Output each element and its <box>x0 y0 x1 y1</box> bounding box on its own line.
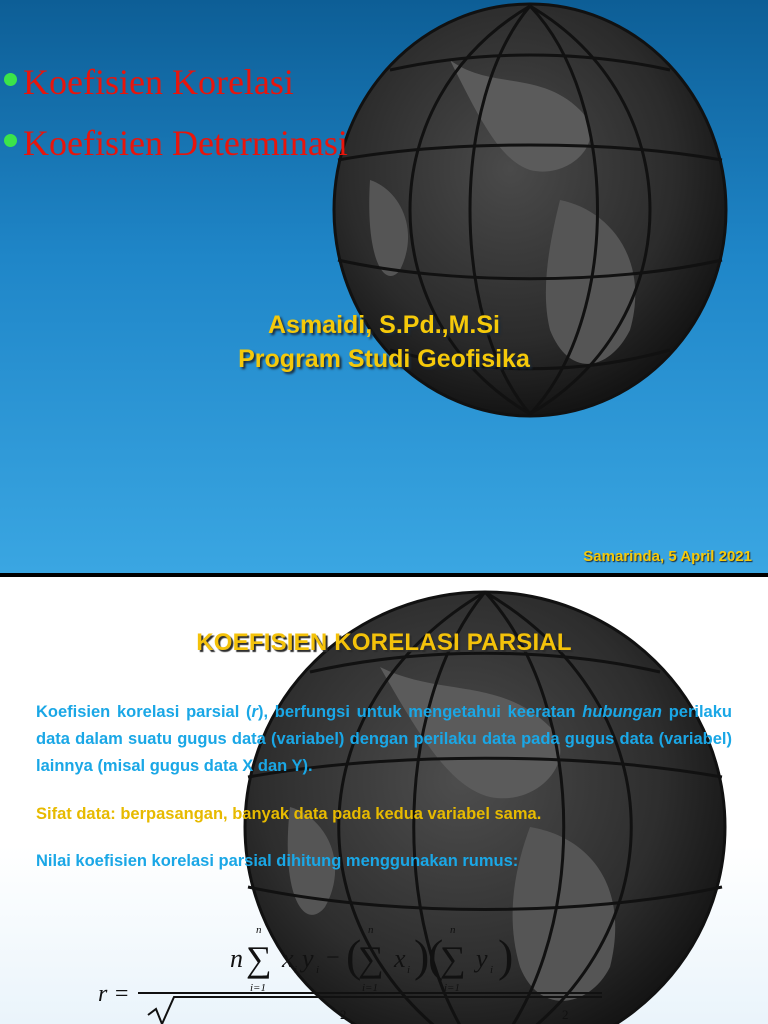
formula-lhs: r = <box>98 981 130 1007</box>
denominator-exp: 2 <box>562 1007 569 1022</box>
slide-2 <box>0 577 768 1024</box>
bullet-dot-icon <box>4 134 17 147</box>
sum-symbol: ∑ <box>358 939 384 979</box>
paren-left: ( <box>346 930 362 981</box>
slide-date: Samarinda, 5 April 2021 <box>583 548 752 565</box>
formula-y: y <box>302 944 314 973</box>
para-text: perilaku data dalam suatu gugus data (variabel) dengan perilaku data pada gugus data (variabel) lainnya (misal gugus data X dan Y). <box>36 703 732 775</box>
para-hubungan: hubungan <box>582 703 662 721</box>
sum-upper: n <box>256 924 262 936</box>
bullet-text: Koefisien Korelasi <box>23 62 294 102</box>
formula-intro-text: Nilai koefisien korelasi parsial dihitung menggunakan rumus: <box>36 852 519 870</box>
formula-i: i <box>407 964 411 976</box>
slide-title: KOEFISIEN KORELASI PARSIAL <box>196 629 572 656</box>
para-text: Koefisien korelasi parsial ( <box>36 703 252 721</box>
formula-n: n <box>230 944 243 973</box>
bullet-koefisien-korelasi <box>4 64 294 100</box>
definition-paragraph <box>36 699 732 780</box>
formula-x: x <box>282 944 294 973</box>
sum-lower: i=1 <box>362 982 378 994</box>
sum-lower: i=1 <box>444 982 460 994</box>
formula-i: i <box>316 964 320 976</box>
sum-lower: i=1 <box>250 982 266 994</box>
sum-upper: n <box>450 924 456 936</box>
paren-left: ( <box>428 930 444 981</box>
data-nature-text: Sifat data: berpasangan, banyak data pada kedua variabel sama. <box>36 805 542 823</box>
formula-y: y <box>476 944 488 973</box>
sum-symbol: ∑ <box>246 939 272 979</box>
bullet-dot-icon <box>4 73 17 86</box>
bullet-text: Koefisien Determinasi <box>23 123 348 163</box>
paren-right: ) <box>498 930 514 981</box>
formula-i: i <box>294 964 298 976</box>
sum-upper: n <box>368 924 374 936</box>
denominator-exp: 2 <box>340 1007 347 1022</box>
formula-minus: − <box>326 945 340 971</box>
formula-i: i <box>490 964 494 976</box>
para-text: ), berfungsi untuk mengetahui keeratan <box>257 703 583 721</box>
author-name: Asmaidi, S.Pd.,M.Si <box>268 311 500 339</box>
sqrt-symbol <box>148 997 602 1024</box>
formula-x: x <box>394 944 406 973</box>
bullet-koefisien-determinasi <box>4 125 348 161</box>
correlation-formula <box>90 907 610 1024</box>
para-r: r <box>251 703 258 721</box>
paren-right: ) <box>414 930 430 981</box>
author-program: Program Studi Geofisika <box>238 345 530 373</box>
sum-symbol: ∑ <box>440 939 466 979</box>
